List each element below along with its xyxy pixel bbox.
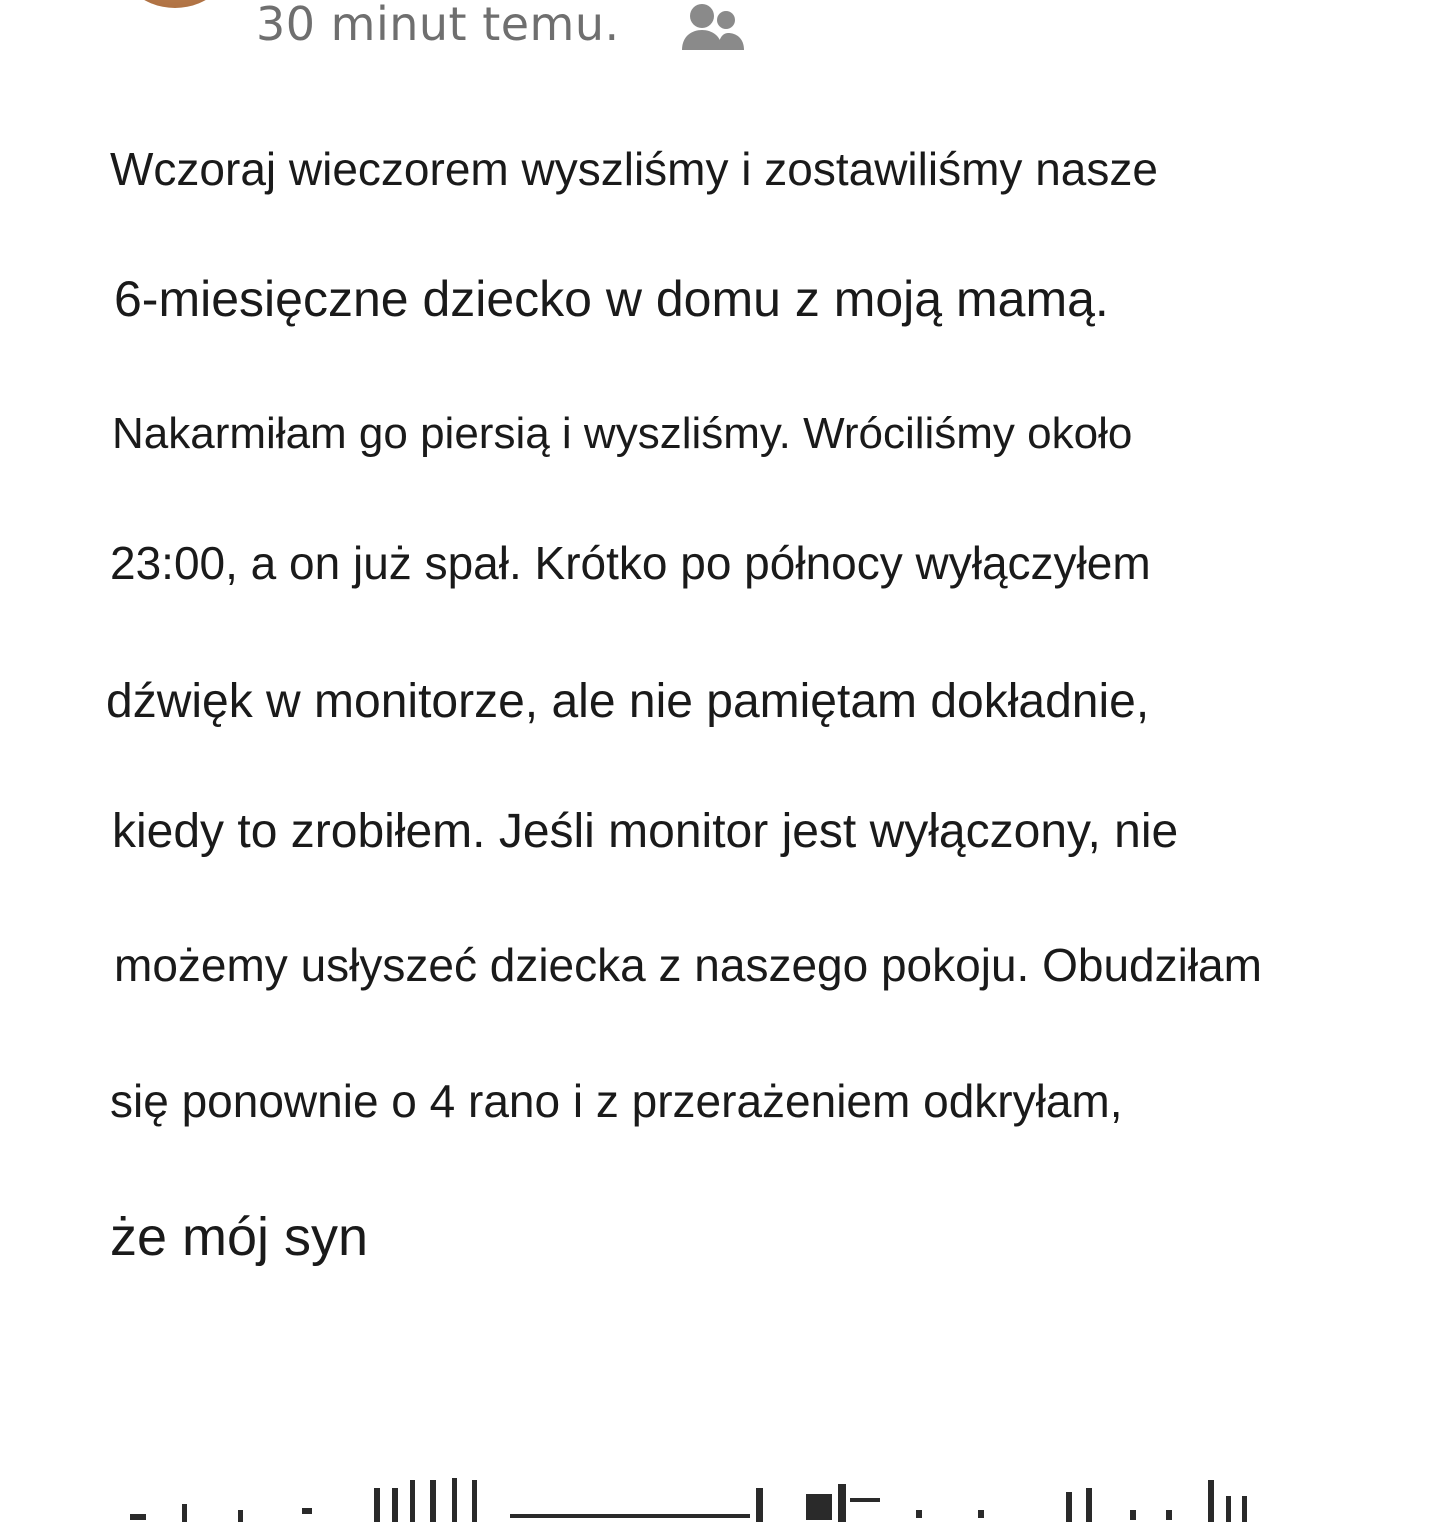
- post-text-line: Wczoraj wieczorem wyszliśmy i zostawiliśmy nasze: [110, 143, 1158, 195]
- friends-icon[interactable]: [680, 0, 746, 54]
- avatar[interactable]: [112, 0, 238, 8]
- post-text-line: 23:00, a on już spał. Krótko po północy wyłączyłem: [110, 537, 1151, 589]
- post-text-line: kiedy to zrobiłem. Jeśli monitor jest wyłączony, nie: [112, 805, 1179, 858]
- post-text-line: możemy usłyszeć dziecka z naszego pokoju. Obudziłam: [114, 939, 1262, 991]
- post-timestamp[interactable]: 30 minut temu.: [256, 0, 620, 51]
- post-text-line: dźwięk w monitorze, ale nie pamiętam dokładnie,: [106, 675, 1150, 728]
- post-text-line: że mój syn: [110, 1207, 369, 1267]
- post-text-line: się ponownie o 4 rano i z przerażeniem odkryłam,: [110, 1075, 1123, 1127]
- post-text-line: 6-miesięczne dziecko w domu z moją mamą.: [114, 271, 1109, 327]
- post-header: [256, 0, 620, 54]
- post-text-line: Nakarmiłam go piersią i wyszliśmy. Wróciliśmy około: [112, 409, 1133, 458]
- cut-off-text-fragment: [130, 1470, 1260, 1522]
